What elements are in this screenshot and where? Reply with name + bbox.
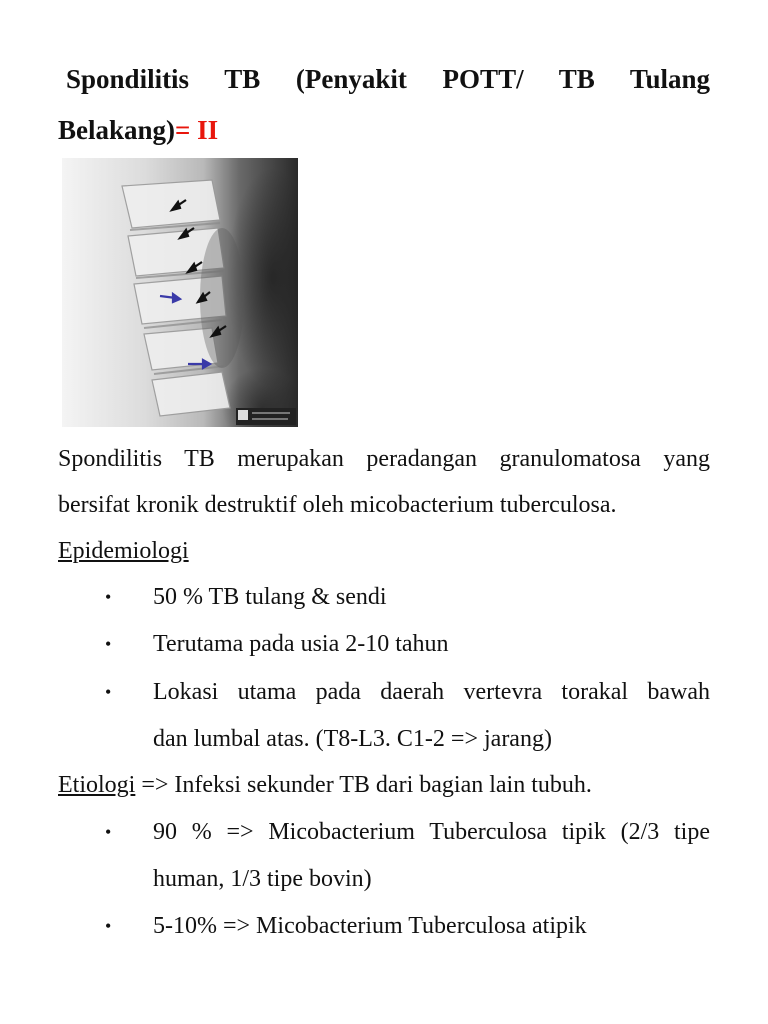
bullet-icon: •	[105, 916, 112, 936]
epidemiology-item-1-text: 50 % TB tulang & sendi	[153, 584, 387, 610]
epidemiology-item-2-text: Terutama pada usia 2-10 tahun	[153, 631, 449, 657]
document-title	[58, 54, 710, 156]
title-part-number: = II	[175, 115, 219, 145]
intro-line-1: Spondilitis TB merupakan peradangan granulomatosa yang	[58, 446, 710, 472]
etiology-description: => Infeksi sekunder TB dari bagian lain tubuh.	[135, 772, 592, 798]
title-line-2-text: Belakang)	[58, 115, 176, 145]
bullet-icon: •	[105, 634, 112, 654]
etiology-item-1-text	[153, 809, 710, 903]
title-line-1: Spondilitis TB (Penyakit POTT/ TB Tulang	[66, 64, 710, 94]
intro-paragraph	[58, 436, 710, 528]
etiology-line	[58, 762, 710, 808]
epidemiology-item-3-text	[153, 669, 710, 763]
etiology-item-2-text: 5-10% => Micobacterium Tuberculosa atipik	[153, 913, 587, 939]
epidemiology-heading-text: Epidemiologi	[58, 538, 189, 564]
epidemiology-item-3-line-2: dan lumbal atas. (T8-L3. C1-2 => jarang)	[153, 726, 552, 752]
xray-illustration	[62, 158, 298, 427]
spine-xray-image	[62, 158, 298, 427]
etiology-item-1-line-2: human, 1/3 tipe bovin)	[153, 866, 372, 892]
epidemiology-heading	[58, 528, 710, 574]
intro-line-2: bersifat kronik destruktif oleh micobacterium tuberculosa.	[58, 492, 617, 518]
bullet-icon: •	[105, 822, 112, 842]
bullet-icon: •	[105, 682, 112, 702]
bullet-icon: •	[105, 587, 112, 607]
epidemiology-item-3-line-1: Lokasi utama pada daerah vertevra torakal bawah	[153, 679, 710, 705]
etiology-item-1-line-1: 90 % => Micobacterium Tuberculosa tipik (2/3 tipe	[153, 819, 710, 845]
title-line-2	[58, 115, 218, 145]
etiology-heading-text: Etiologi	[58, 772, 136, 798]
